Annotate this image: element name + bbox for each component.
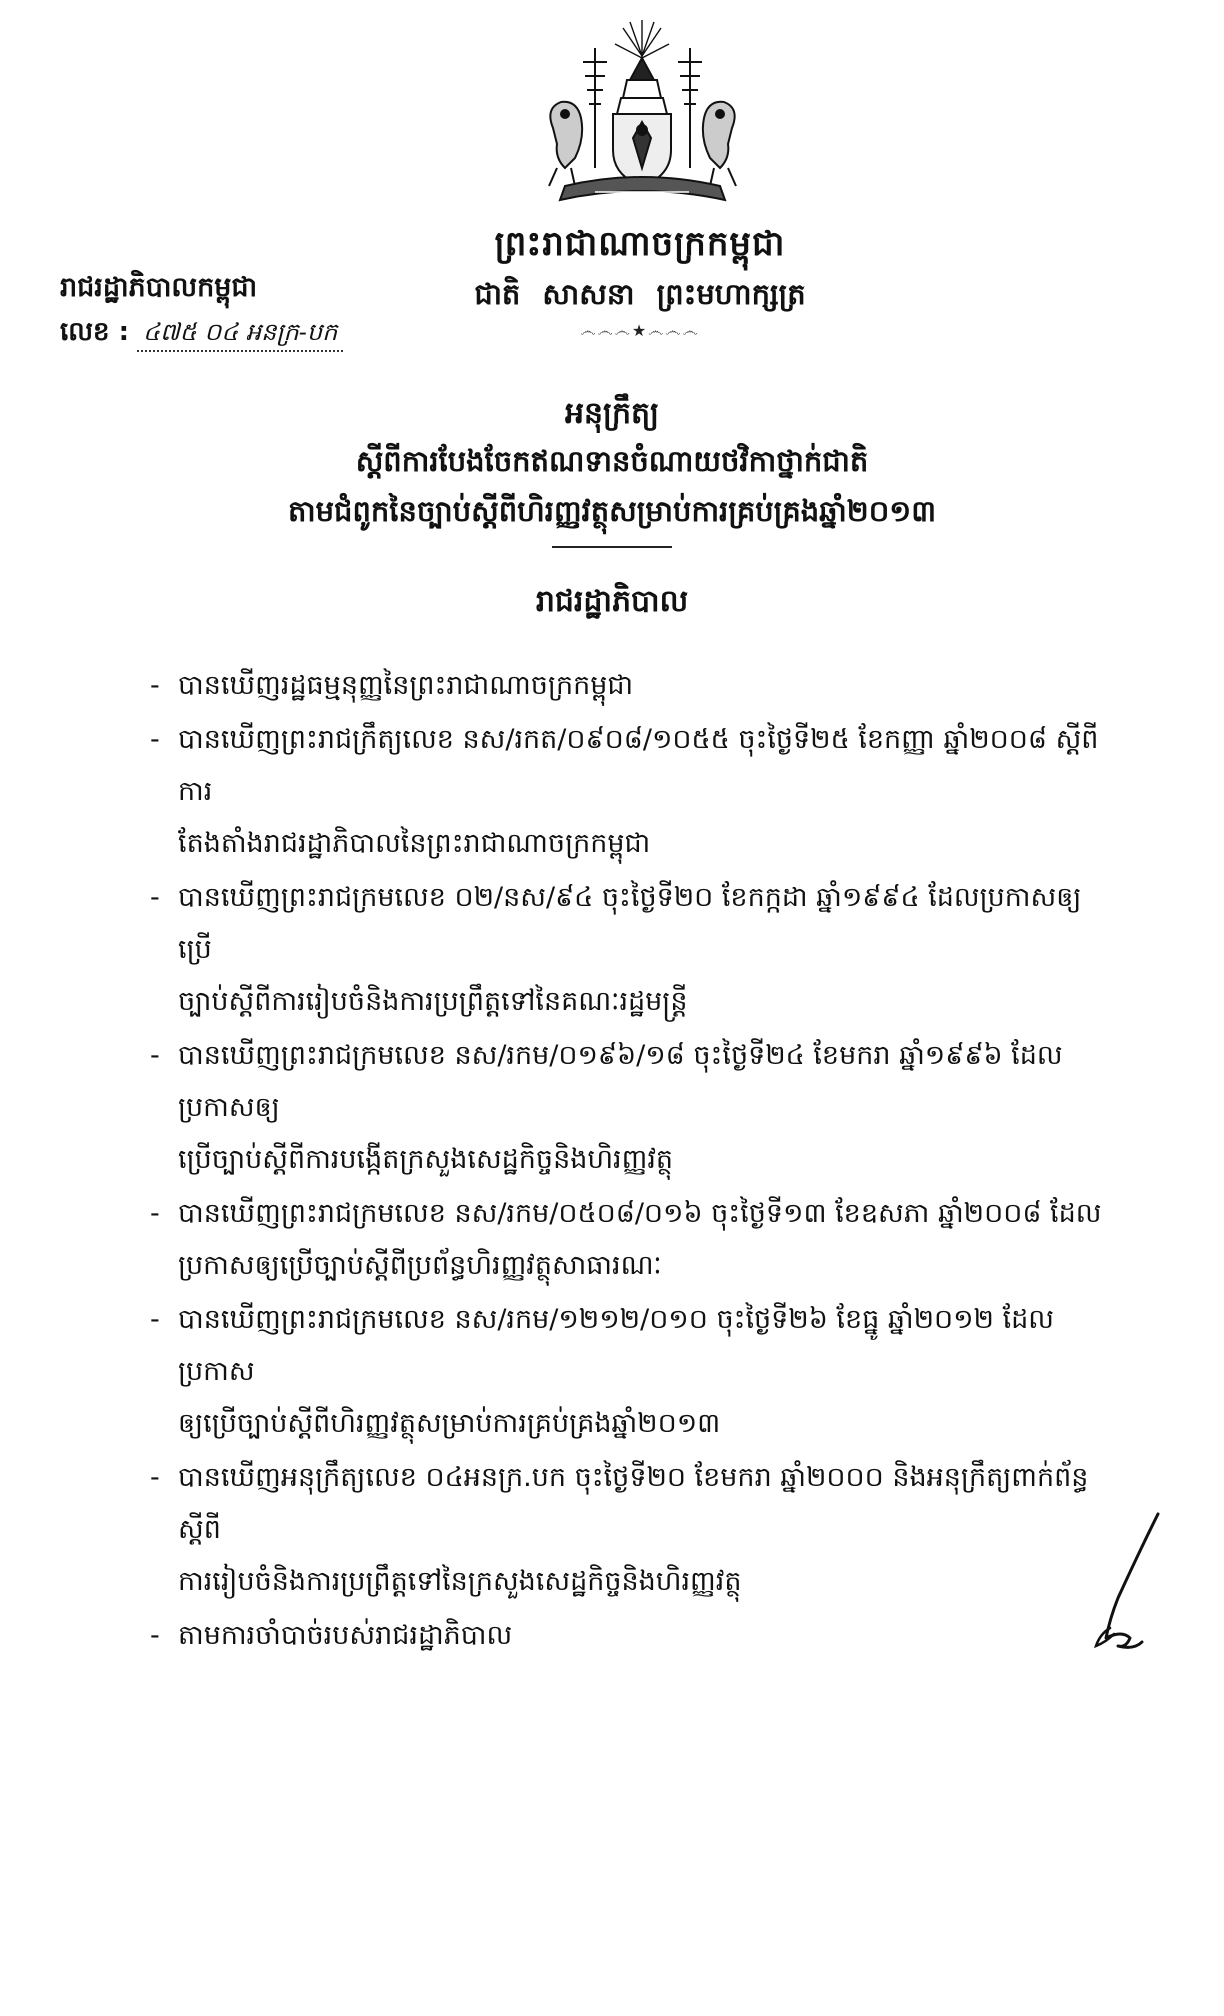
preamble-item [150,1030,1110,1186]
signature-mark [1070,1510,1180,1660]
document-number-label: លេខ : [60,317,129,347]
preamble-text: បានឃើញរដ្ឋធម្មនុញ្ញនៃព្រះរាជាណាចក្រកម្ពុជា [178,670,634,701]
bullet-dash: - [150,1462,160,1493]
preamble-text: បានឃើញព្រះរាជក្រមលេខ ០២/នស/៩៤ ចុះថ្ងៃទី២០ ខែកក្កដា ឆ្នាំ១៩៩៤ ដែលប្រកាសឲ្យប្រើ [178,882,1082,965]
document-number [60,314,420,352]
royal-emblem-icon [535,18,750,208]
preamble-text-continued: ប្រើច្បាប់ស្តីពីការបង្កើតក្រសួងសេដ្ឋកិច្ចនិងហិរញ្ញវត្ថុ [178,1144,674,1175]
kingdom-header [440,222,840,344]
title-divider [552,546,672,548]
preamble-text-continued: ឲ្យប្រើច្បាប់ស្តីពីហិរញ្ញវត្ថុសម្រាប់ការគ្រប់គ្រងឆ្នាំ២០១៣ [178,1408,721,1439]
preamble-text: បានឃើញព្រះរាជក្រមលេខ នស/រកម/០១៩៦/១៨ ចុះថ្ងៃទី២៤ ខែមករា ឆ្នាំ១៩៩៦ ដែលប្រកាសឲ្យ [178,1040,1063,1123]
preamble-text-continued: ប្រកាសឲ្យប្រើច្បាប់ស្តីពីប្រព័ន្ធហិរញ្ញវត្ថុសាធារណៈ [178,1250,662,1281]
government-header [60,270,420,352]
bullet-dash: - [150,1198,160,1229]
preamble-item [150,872,1110,1028]
preamble-text: បានឃើញព្រះរាជក្រមលេខ នស/រកម/១២១២/០១០ ចុះថ្ងៃទី២៦ ខែធ្នូ ឆ្នាំ២០១២ ដែលប្រកាស [178,1304,1054,1387]
preamble-text-continued: ច្បាប់ស្តីពីការរៀបចំនិងការប្រព្រឹត្តទៅនៃគណៈរដ្ឋមន្ត្រី [178,986,688,1017]
ornament-divider: ෴෴෴★෴෴෴ [580,321,700,340]
bullet-dash: - [150,670,160,701]
document-title-line-2: តាមជំពូកនៃច្បាប់ស្តីពីហិរញ្ញវត្ថុសម្រាប់ការគ្រប់គ្រងឆ្នាំ២០១៣ [288,494,936,528]
preamble-item [150,1452,1110,1608]
government-name: រាជរដ្ឋាភិបាលកម្ពុជា [60,272,258,303]
bullet-dash: - [150,1304,160,1335]
kingdom-name: ព្រះរាជាណាចក្រកម្ពុជា [494,224,786,264]
preamble-item [150,714,1110,870]
preamble-text: បានឃើញព្រះរាជក្រមលេខ នស/រកម/០៥០៨/០១៦ ចុះថ្ងៃទី១៣ ខែឧសភា ឆ្នាំ២០០៨ ដែល [178,1198,1102,1229]
title-block [200,392,1024,548]
national-motto: ជាតិ សាសនា ព្រះមហាក្សត្រ [474,277,806,311]
preamble-text-continued: ការរៀបចំនិងការប្រព្រឹត្តទៅនៃក្រសួងសេដ្ឋកិច្ចនិងហិរញ្ញវត្ថុ [178,1566,742,1597]
bullet-dash: - [150,882,160,913]
issuer-heading: រាជរដ្ឋាភិបាល [535,584,689,619]
preamble-text: បានឃើញព្រះរាជក្រឹត្យលេខ នស/រកត/០៩០៨/១០៥៥ ចុះថ្ងៃទី២៥ ខែកញ្ញា ឆ្នាំ២០០៨ ស្តីពីការ [178,724,1099,807]
bullet-dash: - [150,1040,160,1071]
preamble-item [150,660,1110,712]
document-title-line-1: ស្តីពីការបែងចែកឥណទានចំណាយថវិកាថ្នាក់ជាតិ [355,444,869,478]
preamble-text: តាមការចាំបាច់របស់រាជរដ្ឋាភិបាល [178,1620,513,1651]
document-type: អនុក្រឹត្យ [564,396,660,431]
bullet-dash: - [150,1620,160,1651]
preamble-text-continued: តែងតាំងរាជរដ្ឋាភិបាលនៃព្រះរាជាណាចក្រកម្ពុជា [178,828,651,859]
preamble-list [150,660,1110,1664]
preamble-item [150,1294,1110,1450]
document-number-value: ៤៧៥ ០៤ អនក្រ-បក [137,314,343,352]
preamble-item [150,1188,1110,1292]
bullet-dash: - [150,724,160,755]
preamble-item [150,1610,1110,1662]
preamble-text: បានឃើញអនុក្រឹត្យលេខ ០៤អនក្រ.បក ចុះថ្ងៃទី២០ ខែមករា ឆ្នាំ២០០០ និងអនុក្រឹត្យពាក់ព័ន្ធស្តីពី [178,1462,1089,1545]
